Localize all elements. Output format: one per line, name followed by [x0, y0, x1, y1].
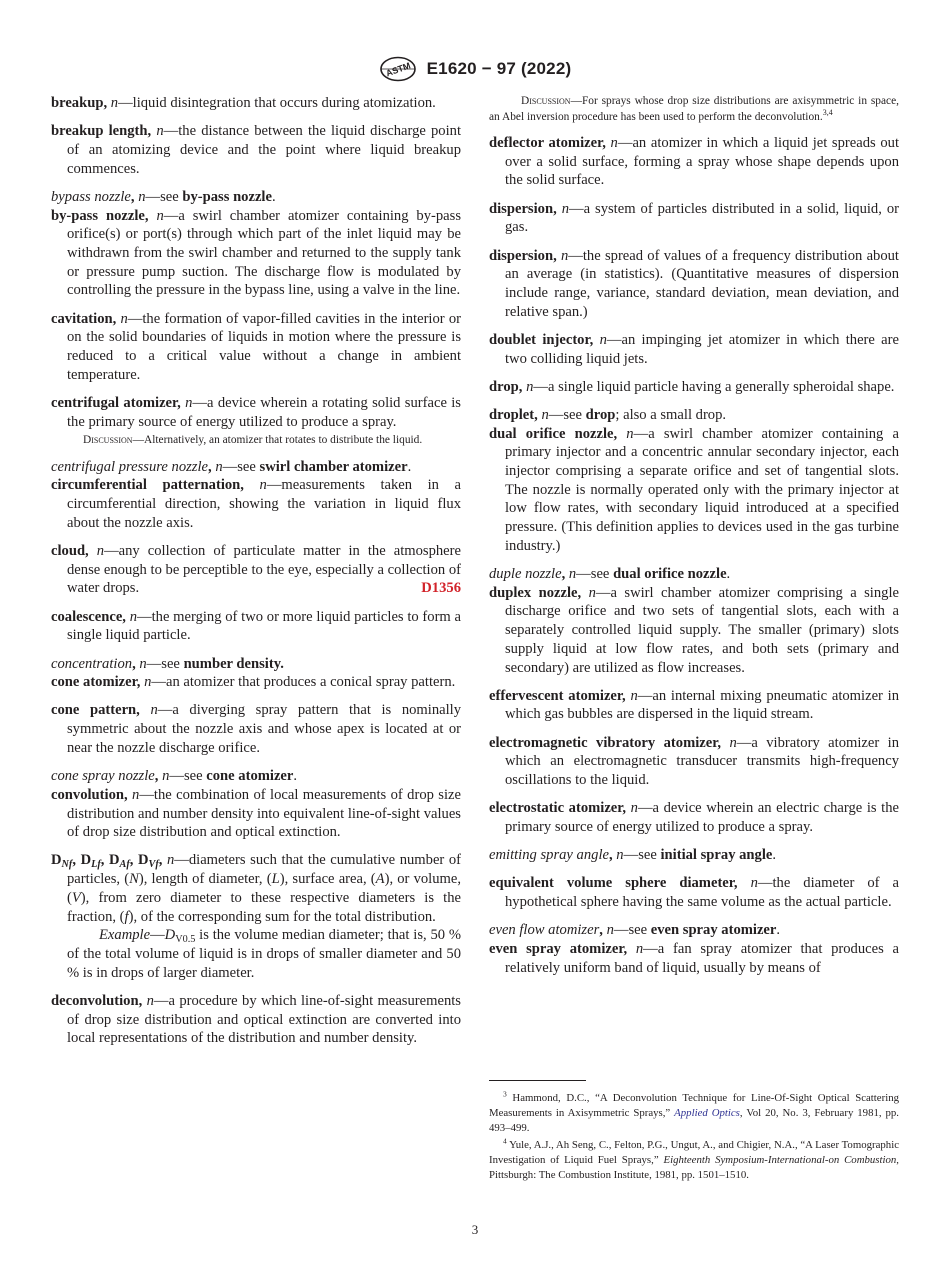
term: centrifugal pressure nozzle	[51, 458, 209, 475]
footnote-text: , Vol 20, No. 3, February 1981, pp. 493–499.	[489, 1107, 899, 1135]
term: even flow atomizer	[489, 922, 600, 939]
term	[51, 852, 167, 871]
definition: —a device wherein a rotating solid surface is the primary source of energy utilized to produce a spray.	[67, 394, 461, 430]
footnote-4	[489, 1138, 899, 1183]
see-prefix: —see	[613, 922, 651, 939]
entry-effervescent-atomizer	[489, 687, 899, 724]
part-of-speech: n	[630, 800, 638, 817]
term: emitting spray angle	[489, 847, 609, 864]
see-prefix: —see	[146, 655, 184, 672]
term: circumferential patternation,	[51, 477, 244, 494]
definition: —a system of particles distributed in a solid, liquid, or gas.	[505, 200, 899, 236]
definition-part: ), or volume, (	[67, 871, 461, 906]
entry-duple-nozzle	[489, 565, 899, 584]
term: cloud,	[51, 543, 89, 560]
subscript-lf: Lf	[91, 859, 101, 871]
term: cone pattern,	[51, 702, 140, 719]
left-column	[51, 94, 461, 1057]
see-reference: drop	[585, 406, 616, 423]
part-of-speech: n	[146, 992, 154, 1009]
end-punct: .	[293, 768, 298, 785]
entry-deflector-atomizer	[489, 134, 899, 190]
see-prefix: —see	[169, 768, 207, 785]
term-comma: ,	[608, 847, 613, 864]
see-prefix: —see	[623, 847, 661, 864]
part-of-speech: n	[162, 768, 170, 785]
definition: —a procedure by which line-of-sight measurements of drop size distribution and optical extinction are converted into local representations of the distribution and number density.	[67, 992, 461, 1047]
definition: —an internal mixing pneumatic atomizer in which gas bubbles are dispersed in the liquid stream.	[505, 687, 900, 723]
definition: —a swirl chamber atomizer containing by-pass orifice(s) or port(s) through which part of the inlet liquid may be withdrawn from the swirl chamber and returned to the supply tank or pressure pump suction. The discharge flow is modulated by controlling the pressure in the bypass line, using a valve in the line.	[67, 207, 462, 299]
term: cone atomizer,	[51, 674, 141, 691]
definition: —a fan spray atomizer that produces a relatively uniform band of liquid, usually by means of	[505, 941, 900, 976]
term: electrostatic atomizer,	[489, 800, 627, 817]
see-prefix: —see	[548, 406, 586, 423]
term: convolution,	[51, 786, 128, 803]
definition-part: ), of the corresponding sum for the total distribution.	[128, 908, 436, 925]
entry-drop	[489, 378, 899, 397]
see-reference: initial spray angle	[660, 847, 773, 864]
entry-by-pass-nozzle	[51, 207, 461, 301]
var-n: N	[129, 871, 139, 888]
end-punct: .	[407, 458, 412, 475]
part-of-speech: n	[138, 188, 146, 205]
term: duple nozzle	[489, 566, 562, 583]
part-of-speech: n	[526, 378, 534, 395]
part-of-speech: n	[606, 922, 614, 939]
entry-centrifugal-pressure-nozzle	[51, 458, 461, 477]
term: dual orifice nozzle,	[489, 425, 618, 442]
journal-link[interactable]: Applied Optics	[674, 1107, 740, 1120]
end-punct: .	[772, 847, 777, 864]
end-punct: .	[776, 922, 781, 939]
term: cone spray nozzle	[51, 768, 155, 785]
sep: ,	[158, 852, 167, 869]
d-symbol: D	[80, 852, 92, 869]
definition-end: ; also a small drop.	[615, 406, 727, 423]
definition: —an atomizer that produces a conical spray pattern.	[151, 674, 456, 691]
d-symbol: D	[108, 852, 120, 869]
part-of-speech: n	[588, 584, 596, 601]
term: dispersion,	[489, 200, 557, 217]
term-comma: ,	[208, 458, 212, 475]
entry-dispersion-1	[489, 200, 899, 237]
part-of-speech: n	[635, 941, 644, 958]
footnote-rule	[489, 1080, 586, 1081]
sep: ,	[100, 852, 109, 869]
term: drop,	[489, 378, 523, 395]
term: equivalent volume sphere diameter,	[489, 875, 738, 892]
term: duplex nozzle,	[489, 584, 582, 601]
entry-cloud	[51, 542, 461, 598]
example-diameters	[51, 926, 461, 982]
end-punct: .	[271, 188, 276, 205]
entry-coalescence	[51, 608, 461, 645]
d-symbol: D	[164, 927, 176, 944]
term-comma: ,	[154, 768, 159, 785]
term: by-pass nozzle,	[51, 207, 149, 224]
page-number: 3	[471, 1222, 479, 1237]
definition-part: ), from zero diameter to these respective diameters is the fraction, (	[67, 889, 461, 925]
part-of-speech: n	[120, 310, 128, 327]
definition: —an impinging jet atomizer in which there are two colliding liquid jets.	[505, 331, 900, 367]
astm-logo-text: ASTM	[384, 60, 412, 79]
definition-part: —diameters such that the cumulative number of particles, (	[67, 852, 462, 888]
entry-circumferential-patternation	[51, 476, 461, 532]
definition: —an atomizer in which a liquid jet spreads out over a solid surface, forming a spray whose shape depends upon the solid surface.	[505, 135, 899, 189]
entry-breakup	[51, 94, 461, 113]
standard-reference: D1356	[421, 580, 461, 597]
entry-even-spray-atomizer	[489, 940, 899, 977]
term: droplet,	[489, 406, 538, 423]
astm-logo-icon	[379, 56, 417, 82]
definition-part: ), length of diameter, (	[138, 871, 272, 888]
definition: —a swirl chamber atomizer containing a primary injector and a concentric annular secondary injector, each injector comprising a separate orifice and set of tangential slots. The nozzle is normally operated only with the primary injector at low flow rates, with secondary liquid introduced at a specified pressure. (This definition applies to devices used in the gas turbine industry.)	[505, 425, 899, 554]
discussion-text: —Alternatively, an atomizer that rotates to distribute the liquid.	[132, 434, 423, 447]
entry-deconvolution	[51, 992, 461, 1048]
term: centrifugal atomizer,	[51, 394, 181, 411]
definition: —the distance between the liquid discharge point of an atomizing device and the point where liquid breakup commences.	[67, 123, 461, 177]
entry-cone-spray-nozzle	[51, 767, 461, 786]
discussion-deconvolution	[489, 94, 899, 125]
definition: —a device wherein an electric charge is the primary source of energy utilized to produce a spray.	[505, 800, 899, 835]
part-of-speech: n	[185, 394, 193, 411]
term: effervescent atomizer,	[489, 687, 626, 704]
discussion-centrifugal-atomizer	[51, 433, 461, 449]
part-of-speech: n	[132, 786, 140, 803]
entry-breakup-length	[51, 122, 461, 178]
end-punct: .	[726, 566, 731, 583]
d-symbol: D	[51, 852, 62, 869]
entry-cavitation	[51, 310, 461, 385]
entry-cone-pattern	[51, 701, 461, 757]
var-a: A	[375, 871, 385, 888]
part-of-speech: n	[215, 458, 223, 475]
definition: —the diameter of a hypothetical sphere having the same volume as the actual particle.	[505, 875, 899, 911]
part-of-speech: n	[110, 95, 119, 111]
see-prefix: —see	[576, 566, 614, 583]
definition: —the merging of two or more liquid particles to form a single liquid particle.	[67, 608, 461, 644]
sep: ,	[129, 852, 138, 869]
entry-diameters	[51, 851, 461, 926]
definition: —measurements taken in a circumferential direction, showing the variation in liquid flux about the nozzle axis.	[67, 477, 461, 531]
part-of-speech: n	[610, 135, 618, 151]
part-of-speech: n	[139, 655, 147, 672]
entry-emitting-spray-angle	[489, 846, 899, 865]
term-comma: ,	[599, 922, 603, 939]
d-symbol: D	[137, 852, 149, 869]
footnote-3	[489, 1091, 899, 1136]
term: concentration	[51, 655, 133, 672]
see-reference: swirl chamber atomizer	[259, 458, 408, 475]
footnote-number: 3	[503, 1089, 507, 1099]
part-of-speech: n	[560, 247, 569, 264]
see-reference: dual orifice nozzle	[613, 566, 727, 583]
right-column	[489, 94, 899, 987]
entry-centrifugal-atomizer	[51, 394, 461, 431]
entry-doublet-injector	[489, 331, 899, 368]
see-reference: number density.	[183, 655, 284, 672]
footnote-text: Yule, A.J., Ah Seng, C., Felton, P.G., Ungut, A., and Chigier, N.A., “A Laser Tomographic Investigation of Liquid Fuel Sprays,”	[489, 1139, 899, 1167]
term: even spray atomizer,	[489, 941, 628, 958]
footnote-text: , Pittsburgh: The Combustion Institute, 1981, pp. 1501–1510.	[489, 1154, 899, 1182]
term: deconvolution,	[51, 992, 143, 1009]
footnotes	[489, 1080, 899, 1186]
part-of-speech: n	[729, 734, 737, 751]
subscript-nf: Nf	[61, 859, 73, 871]
term: breakup,	[51, 95, 108, 111]
term: electromagnetic vibratory atomizer,	[489, 734, 722, 751]
part-of-speech: n	[561, 200, 569, 217]
entry-convolution	[51, 786, 461, 842]
entry-electromagnetic-vibratory-atomizer	[489, 734, 899, 790]
part-of-speech: n	[156, 123, 164, 140]
term: cavitation,	[51, 310, 117, 327]
see-prefix: —see	[222, 458, 260, 475]
definition: —a diverging spray pattern that is nominally symmetric about the nozzle axis and whose apex is located at or near the nozzle discharge orifice.	[67, 702, 461, 756]
entry-cone-atomizer	[51, 673, 461, 692]
page-header	[0, 56, 950, 84]
part-of-speech: n	[750, 875, 758, 892]
part-of-speech: n	[259, 477, 267, 494]
example-subscript: V0.5	[175, 934, 196, 946]
part-of-speech: n	[150, 702, 158, 719]
definition: —the spread of values of a frequency distribution about an average (in statistics). (Quantitative measures of dispersion include range, variance, standard deviation, mean deviation, and relative span.)	[505, 247, 899, 320]
discussion-text: —For sprays whose drop size distributions are axisymmetric in space, an Abel inversion procedure has been used to perform the deconvolution.	[489, 95, 899, 123]
entry-equivalent-volume-sphere-diameter	[489, 874, 899, 911]
part-of-speech: n	[616, 847, 624, 864]
var-l: L	[271, 871, 280, 888]
part-of-speech: n	[541, 406, 549, 423]
entry-dispersion-2	[489, 247, 899, 322]
discussion-label: Discussion	[83, 434, 133, 447]
entry-electrostatic-atomizer	[489, 799, 899, 836]
term: dispersion,	[489, 247, 557, 264]
definition: —a vibratory atomizer in which an electromagnetic transducer transmits high-frequency oscillations to the liquid.	[505, 734, 900, 789]
entry-even-flow-atomizer	[489, 921, 899, 940]
term: doublet injector,	[489, 331, 594, 348]
term-comma: ,	[561, 566, 566, 583]
footnote-text: Hammond, D.C., “A Deconvolution Technique for Line-Of-Sight Optical Scattering Measurements in Axisymmetric Sprays,”	[489, 1092, 899, 1120]
footnote-ref: 3,4	[822, 107, 833, 117]
subscript-vf: Vf	[148, 859, 159, 871]
part-of-speech: n	[626, 425, 634, 442]
definition: —a single liquid particle having a generally spheroidal shape.	[533, 378, 895, 395]
entry-bypass-nozzle	[51, 188, 461, 207]
subscript-af: Af	[119, 859, 130, 871]
var-v: V	[71, 889, 81, 906]
footnote-number: 4	[503, 1136, 507, 1146]
term-comma: ,	[130, 188, 135, 205]
entry-dual-orifice-nozzle	[489, 425, 899, 556]
definition: —liquid disintegration that occurs during atomization.	[118, 95, 436, 111]
part-of-speech: n	[129, 608, 137, 625]
part-of-speech: n	[568, 566, 577, 583]
part-of-speech: n	[599, 331, 607, 348]
see-reference: even spray atomizer	[650, 922, 777, 939]
definition: —the formation of vapor-filled cavities in the interior or on the solid boundaries of liquids in motion where the pressure is reduced to a critical value without a change in ambient temperature.	[67, 310, 461, 383]
see-reference: by-pass nozzle	[182, 188, 272, 205]
example-text: is the volume median diameter; that is, 50 % of the total volume of liquid is in drops of smaller diameter and 50 % is in drops of larger diameter.	[67, 927, 461, 981]
definition-part: ), surface area, (	[279, 871, 376, 888]
term-comma: ,	[132, 655, 136, 672]
example-label: Example	[99, 927, 151, 944]
definition: —the combination of local measurements of drop size distribution and number density into equivalent line-of-sight values of drop size distribution and optical extinction.	[67, 786, 461, 841]
definition: —a swirl chamber atomizer comprising a single discharge orifice and two sets of tangential slots, each with a separately controlled liquid supply. The smaller (primary) slots supply liquid at low flow rates, and both sets (primary and secondary) are utilized as flow increases.	[505, 584, 899, 676]
part-of-speech: n	[166, 852, 175, 869]
var-f: f	[124, 908, 129, 925]
document-designation: E1620 − 97 (2022)	[426, 59, 572, 78]
term: bypass nozzle	[51, 188, 131, 205]
term: deflector atomizer,	[489, 135, 606, 151]
part-of-speech: n	[630, 687, 638, 704]
entry-duplex-nozzle	[489, 584, 899, 678]
term: breakup length,	[51, 123, 152, 140]
see-reference: cone atomizer	[206, 768, 294, 785]
sep: ,	[72, 852, 81, 869]
term: coalescence,	[51, 608, 126, 625]
discussion-label: Discussion	[521, 95, 571, 107]
part-of-speech: n	[96, 543, 105, 560]
entry-droplet	[489, 406, 899, 425]
part-of-speech: n	[156, 207, 164, 224]
definition: —any collection of particulate matter in the atmosphere dense enough to be perceptible to the eye, especially a collection of water drops.	[67, 543, 461, 597]
example-dash: —	[150, 927, 165, 944]
part-of-speech: n	[144, 674, 152, 691]
entry-concentration	[51, 655, 461, 674]
proceedings-title: Eighteenth Symposium-International-on Combustion	[663, 1154, 897, 1167]
see-prefix: —see	[145, 188, 183, 205]
